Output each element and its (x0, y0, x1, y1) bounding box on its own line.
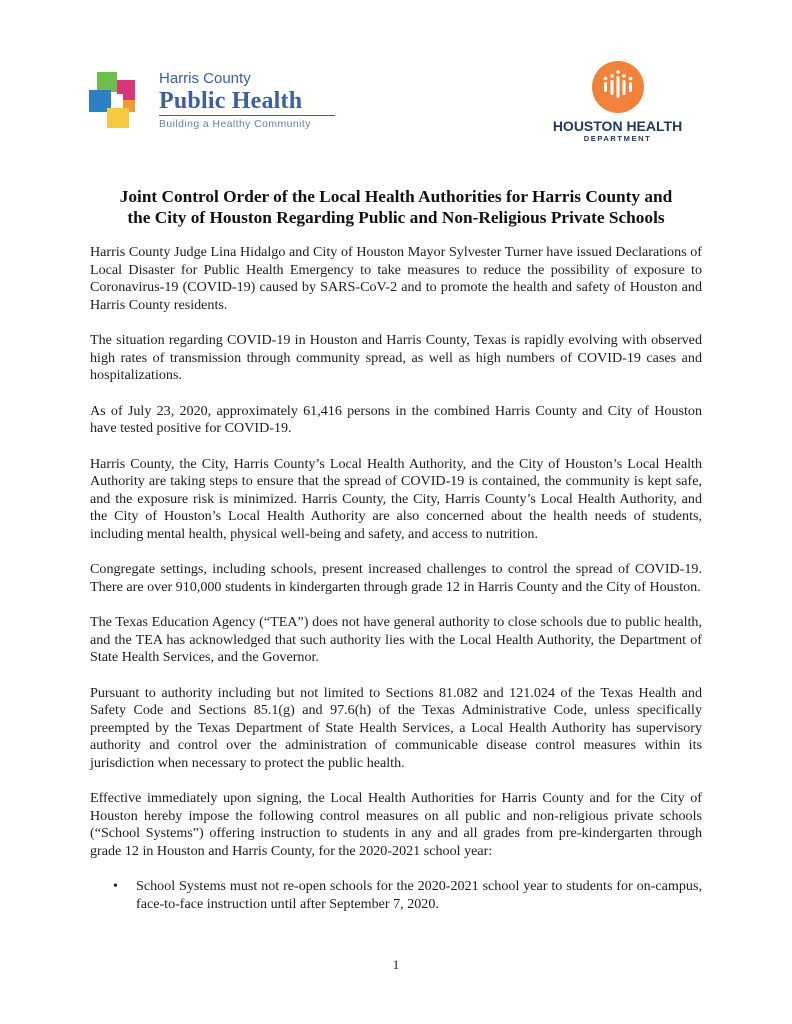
document-body (90, 244, 702, 913)
logo-square-white (111, 94, 123, 106)
paragraph-situation: The situation regarding COVID-19 in Houston and Harris County, Texas is rapidly evolving with observed high rates of transmission through community spread, as well as high numbers of COVID-19 cases and hospitalizations. (90, 332, 702, 383)
document-title (90, 186, 702, 228)
houston-health-department-label: DEPARTMENT (583, 134, 652, 143)
paragraph-tea-authority: The Texas Education Agency (“TEA”) does not have general authority to close schools due to public health, and the TEA has acknowledged that such authority lies with the Local Health Authority, the Department of State Health Services, and the Governor. (90, 614, 702, 665)
paragraph-declarations: Harris County Judge Lina Hidalgo and City of Houston Mayor Sylvester Turner have issued Declarations of Local Disaster for Public Health Emergency to take measures to reduce the possibility of exposure to Coronavirus-19 (COVID-19) caused by SARS-CoV-2 and to promote the health and safety of Houston and Harris County residents. (90, 244, 702, 313)
paragraph-steps-taken: Harris County, the City, Harris County’s Local Health Authority, and the City of Houston’s Local Health Authority are taking steps to ensure that the spread of COVID-19 is contained, the community is kept safe, and the exposure risk is minimized. Harris County, the City, Harris County’s Local Health Authority, and the City of Houston’s Local Health Authority are also concerned about the health needs of students, including mental health, physical well-being and safety, and access to nutrition. (90, 455, 702, 542)
paragraph-congregate-settings: Congregate settings, including schools, present increased challenges to control the spread of COVID-19. There are over 910,000 students in kindergarten through grade 12 in Harris County and the City of Houston. (90, 561, 702, 595)
paragraph-case-count: As of July 23, 2020, approximately 61,416 persons in the combined Harris County and City of Houston have tested positive for COVID-19. (90, 402, 702, 436)
paragraph-legal-authority: Pursuant to authority including but not limited to Sections 81.082 and 121.024 of the Texas Health and Safety Code and Sections 85.1(g) and 97.6(h) of the Texas Administrative Code, unless specifically preempted by the Texas Department of State Health Services, a Local Health Authority has supervisory authority and control over the administration of communicable disease control measures within its jurisdiction when necessary to protect the public health. (90, 684, 702, 771)
control-measures-list (90, 878, 702, 913)
page-number: 1 (392, 957, 400, 972)
logo-line-harris-county: Harris County (159, 70, 251, 87)
logo-divider (159, 115, 335, 116)
paragraph-effective-order: Effective immediately upon signing, the Local Health Authorities for Harris County and for the City of Houston hereby impose the following control measures on all public and non-religious private schools (“School Systems”) offering instruction to students in any and all grades from pre-kindergarten through grade 12 in Houston and Harris County, for the 2020-2021 school year: (90, 790, 702, 859)
title-line-1: Joint Control Order of the Local Health Authorities for Harris County and (119, 187, 673, 206)
harris-county-public-health-logo (87, 70, 347, 130)
title-line-2: the City of Houston Regarding Public and Non-Religious Private Schools (127, 208, 665, 227)
logo-tagline: Building a Healthy Community (159, 118, 311, 130)
houston-health-circle-icon (591, 60, 645, 114)
list-item (90, 878, 702, 913)
logo-line-public-health: Public Health (159, 88, 303, 114)
logo-square-yellow (107, 108, 129, 128)
logo-square-green (97, 72, 117, 92)
houston-health-name: HOUSTON HEALTH (552, 118, 683, 134)
harris-county-logo-mark-icon (87, 70, 147, 130)
bullet-marker: • (113, 878, 118, 894)
bullet-text: School Systems must not re-open schools for the 2020-2021 school year to students for on-campus, face-to-face instruction until after September 7, 2020. (136, 878, 702, 912)
houston-health-department-logo (540, 60, 695, 145)
